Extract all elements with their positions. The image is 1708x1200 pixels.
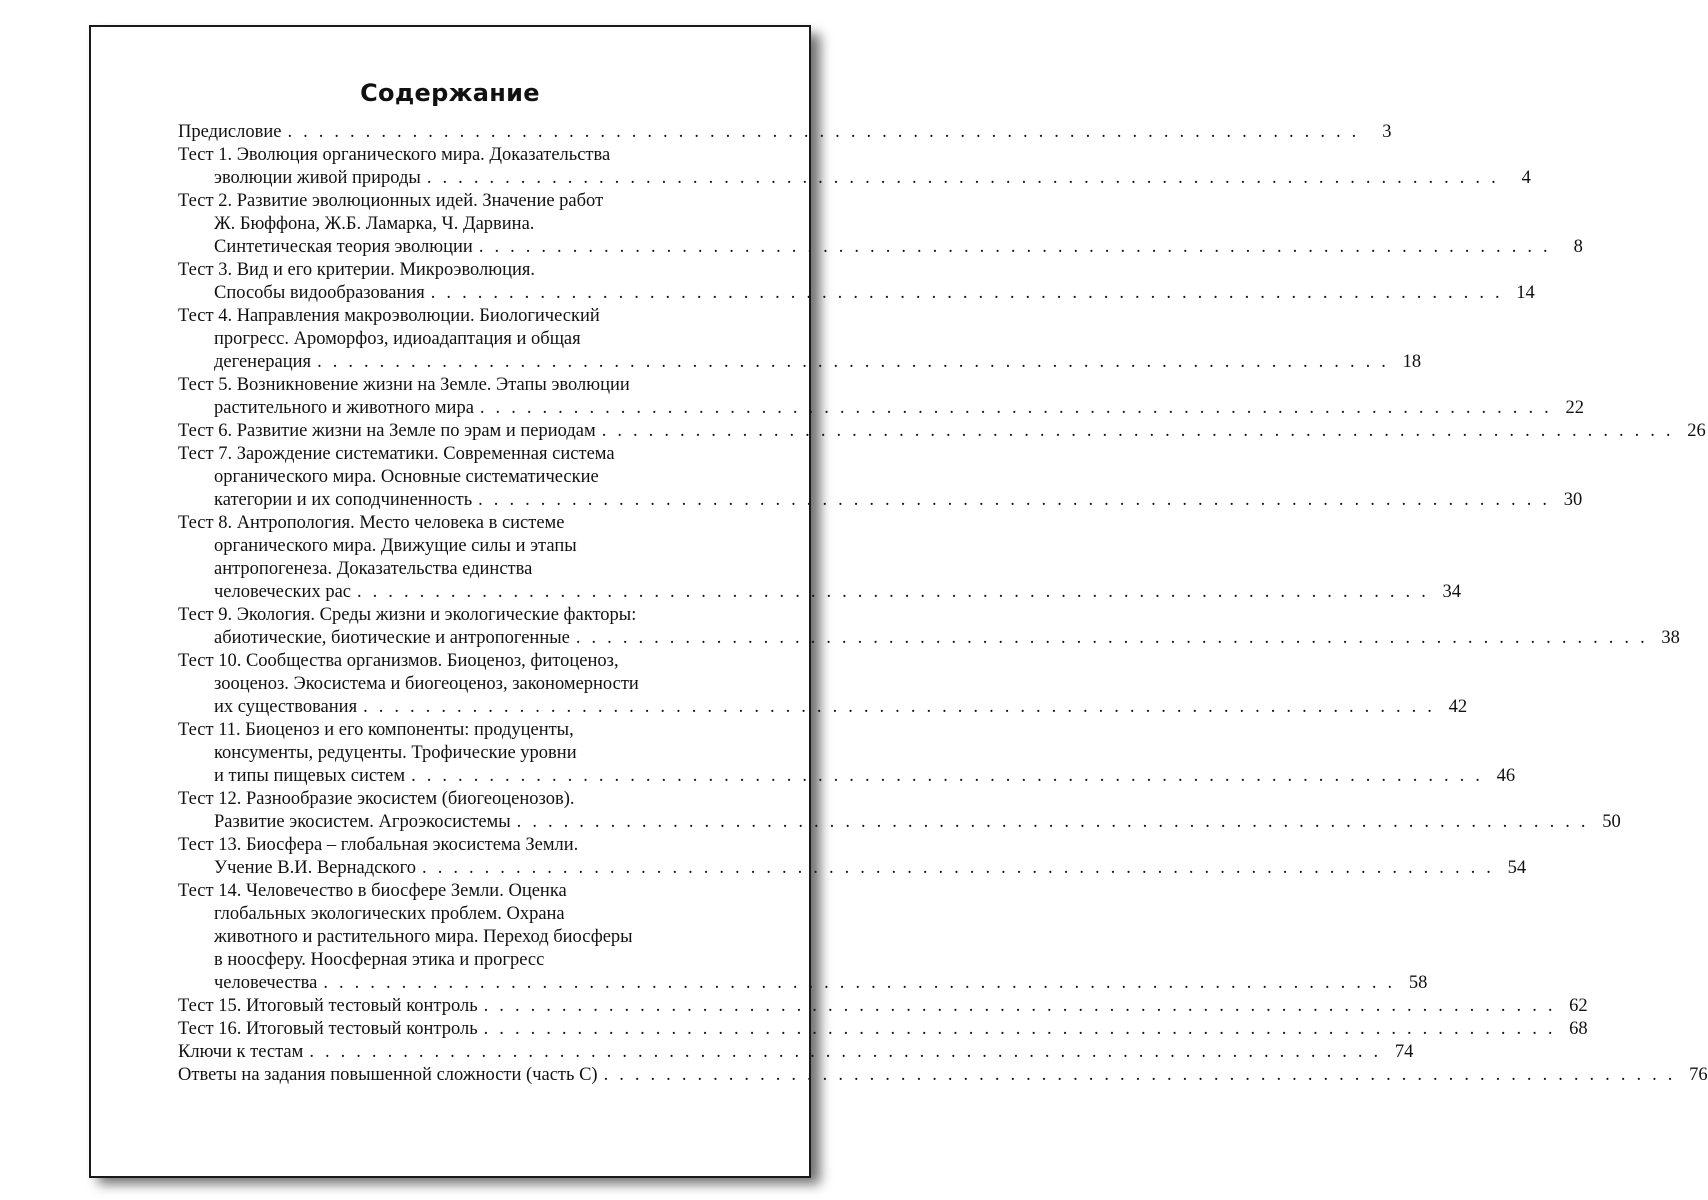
toc-entry[interactable]	[178, 374, 1584, 420]
toc-entry-last-line	[178, 121, 1392, 144]
page-number: 58	[1408, 973, 1428, 993]
page-number: 38	[1661, 628, 1680, 648]
book-page	[89, 25, 1708, 1178]
toc-entry-line: растительного и животного мира	[214, 398, 474, 418]
toc-entry-last-line	[178, 397, 1584, 420]
toc-entry-line: Тест 4. Направления макроэволюции. Биологический	[178, 306, 600, 326]
toc-entry-last-line	[178, 627, 1680, 650]
toc-entry-line: Тест 1. Эволюция органического мира. Доказательства	[178, 145, 611, 165]
page-number: 62	[1569, 996, 1588, 1016]
toc-entry-last-line	[178, 351, 1422, 374]
dot-leader: . . . . . . . . . . . . . . . . . . . . . . . . . . . . . . . . . . . . . . . . . . . . . . . . . . . . . . . . . . . . . . . . . . . . .	[479, 398, 1552, 418]
dot-leader: . . . . . . . . . . . . . . . . . . . . . . . . . . . . . . . . . . . . . . . . . . . . . . . . . . . . . . . . . . . . . . . . . . . . .	[478, 490, 1551, 510]
toc-entry-line: человечества	[214, 973, 318, 993]
page-number: 68	[1569, 1019, 1588, 1039]
toc-entry-line: животного и растительного мира. Переход биосферы	[214, 927, 633, 947]
page-number: 50	[1602, 812, 1621, 832]
toc-entry-last-line	[178, 857, 1527, 880]
toc-entry-line: прогресс. Ароморфоз, идиоадаптация и общая	[214, 329, 581, 349]
toc-entry-line: Развитие экосистем. Агроэкосистемы	[214, 812, 511, 832]
toc-entry-line: Учение В.И. Вернадского	[214, 858, 417, 878]
toc-entry-line: Тест 3. Вид и его критерии. Микроэволюция.	[178, 260, 536, 280]
toc-entry-line: Ответы на задания повышенной сложности (часть С)	[178, 1065, 598, 1085]
toc-entry-line: Ж. Бюффона, Ж.Б. Ламарка, Ч. Дарвина.	[214, 214, 535, 234]
dot-leader: . . . . . . . . . . . . . . . . . . . . . . . . . . . . . . . . . . . . . . . . . . . . . . . . . . . . . . . . . . . . . . . . . . . . .	[601, 421, 1674, 441]
toc-entry-line: Тест 11. Биоценоз и его компоненты: продуценты,	[178, 720, 574, 740]
toc-entry-line: Тест 8. Антропология. Место человека в системе	[178, 513, 565, 533]
toc-entry-line: в ноосферу. Ноосферная этика и прогресс	[214, 950, 545, 970]
toc-entry-last-line	[178, 696, 1468, 719]
toc-entry-line: Тест 5. Возникновение жизни на Земле. Этапы эволюции	[178, 375, 630, 395]
dot-leader: . . . . . . . . . . . . . . . . . . . . . . . . . . . . . . . . . . . . . . . . . . . . . . . . . . . . . . . . . . . . . . . . . . . . .	[430, 283, 1503, 303]
dot-leader: . . . . . . . . . . . . . . . . . . . . . . . . . . . . . . . . . . . . . . . . . . . . . . . . . . . . . . . . . . . . . . . . . . . . .	[426, 168, 1499, 188]
toc-entry[interactable]	[178, 420, 1706, 443]
toc-entry-line: Тест 12. Разнообразие экосистем (биогеоценозов).	[178, 789, 575, 809]
toc-entry[interactable]	[178, 259, 1535, 305]
dot-leader: . . . . . . . . . . . . . . . . . . . . . . . . . . . . . . . . . . . . . . . . . . . . . . . . . . . . . . . . . . . . . . . . . . . . .	[422, 858, 1495, 878]
page-number: 30	[1563, 490, 1583, 510]
toc-entry-last-line	[178, 1018, 1588, 1041]
page-number: 26	[1687, 421, 1706, 441]
toc-entry-line: абиотические, биотические и антропогенные	[214, 628, 570, 648]
toc-entry-last-line	[178, 420, 1706, 443]
toc-entry-last-line	[178, 236, 1583, 259]
toc-entry[interactable]	[178, 443, 1583, 512]
dot-leader: . . . . . . . . . . . . . . . . . . . . . . . . . . . . . . . . . . . . . . . . . . . . . . . . . . . . . . . . . . . . . . . . . . . . .	[483, 996, 1556, 1016]
toc-entry-last-line	[178, 489, 1583, 512]
toc-entry-last-line	[178, 1064, 1708, 1087]
toc-entry-last-line	[178, 972, 1428, 995]
dot-leader: . . . . . . . . . . . . . . . . . . . . . . . . . . . . . . . . . . . . . . . . . . . . . . . . . . . . . . . . . . . . . . . . . . . . .	[411, 766, 1484, 786]
toc-entry-line: Тест 6. Развитие жизни на Земле по эрам и периодам	[178, 421, 596, 441]
toc-entry-line: категории и их соподчиненность	[214, 490, 473, 510]
dot-leader: . . . . . . . . . . . . . . . . . . . . . . . . . . . . . . . . . . . . . . . . . . . . . . . . . . . . . . . . . . . . . . . . . . . . .	[323, 973, 1396, 993]
dot-leader: . . . . . . . . . . . . . . . . . . . . . . . . . . . . . . . . . . . . . . . . . . . . . . . . . . . . . . . . . . . . . . . . . . . . .	[357, 582, 1430, 602]
toc-entry-line: органического мира. Основные систематические	[214, 467, 599, 487]
toc-entry-line: их существования	[214, 697, 358, 717]
toc-entry-last-line	[178, 811, 1621, 834]
toc-entry-line: Тест 16. Итоговый тестовый контроль	[178, 1019, 478, 1039]
toc-entry-line: глобальных экологических проблем. Охрана	[214, 904, 565, 924]
toc-entry-line: Тест 9. Экология. Среды жизни и экологические факторы:	[178, 605, 637, 625]
toc-entry-line: Тест 2. Развитие эволюционных идей. Значение работ	[178, 191, 604, 211]
toc-entry[interactable]	[178, 995, 1588, 1018]
toc-entry[interactable]	[178, 650, 1468, 719]
toc-entry-line: Синтетическая теория эволюции	[214, 237, 473, 257]
toc-entry-line: Ключи к тестам	[178, 1042, 304, 1062]
dot-leader: . . . . . . . . . . . . . . . . . . . . . . . . . . . . . . . . . . . . . . . . . . . . . . . . . . . . . . . . . . . . . . . . . . . . .	[363, 697, 1436, 717]
toc-entry-line: Тест 13. Биосфера – глобальная экосистема Земли.	[178, 835, 579, 855]
toc-entry-last-line	[178, 581, 1462, 604]
toc-entry[interactable]	[178, 144, 1531, 190]
dot-leader: . . . . . . . . . . . . . . . . . . . . . . . . . . . . . . . . . . . . . . . . . . . . . . . . . . . . . . . . . . . . . . . . . . . . .	[478, 237, 1551, 257]
toc-entry-line: Предисловие	[178, 122, 282, 142]
toc-entry[interactable]	[178, 1018, 1588, 1041]
toc-entry[interactable]	[178, 512, 1462, 604]
toc-entry[interactable]	[178, 604, 1680, 650]
toc-entry-last-line	[178, 167, 1531, 190]
page-number: 22	[1565, 398, 1584, 418]
toc-entry-line: органического мира. Движущие силы и этапы	[214, 536, 577, 556]
toc-entry-last-line	[178, 282, 1535, 305]
toc-entry[interactable]	[178, 190, 1583, 259]
page-number: 34	[1442, 582, 1462, 602]
toc-entry-line: Тест 10. Сообщества организмов. Биоценоз, фитоценоз,	[178, 651, 619, 671]
table-of-contents	[178, 121, 1708, 1087]
page-number: 8	[1573, 237, 1583, 257]
toc-entry-last-line	[178, 995, 1588, 1018]
toc-entry[interactable]	[178, 305, 1422, 374]
toc-entry[interactable]	[178, 719, 1516, 788]
toc-entry-line: Способы видообразования	[214, 283, 425, 303]
toc-entry[interactable]	[178, 1041, 1414, 1064]
toc-entry-line: эволюции живой природы	[214, 168, 421, 188]
toc-entry[interactable]	[178, 121, 1392, 144]
toc-entry-line: Тест 7. Зарождение систематики. Современная система	[178, 444, 615, 464]
toc-entry[interactable]	[178, 1064, 1708, 1087]
toc-entry-line: и типы пищевых систем	[214, 766, 406, 786]
dot-leader: . . . . . . . . . . . . . . . . . . . . . . . . . . . . . . . . . . . . . . . . . . . . . . . . . . . . . . . . . . . . . . . . . . . . .	[287, 122, 1360, 142]
toc-entry-last-line	[178, 1041, 1414, 1064]
dot-leader: . . . . . . . . . . . . . . . . . . . . . . . . . . . . . . . . . . . . . . . . . . . . . . . . . . . . . . . . . . . . . . . . . . . . .	[483, 1019, 1556, 1039]
page-number: 76	[1689, 1065, 1708, 1085]
page-number: 42	[1448, 697, 1468, 717]
dot-leader: . . . . . . . . . . . . . . . . . . . . . . . . . . . . . . . . . . . . . . . . . . . . . . . . . . . . . . . . . . . . . . . . . . . . .	[317, 352, 1390, 372]
dot-leader: . . . . . . . . . . . . . . . . . . . . . . . . . . . . . . . . . . . . . . . . . . . . . . . . . . . . . . . . . . . . . . . . . . . . .	[309, 1042, 1382, 1062]
dot-leader: . . . . . . . . . . . . . . . . . . . . . . . . . . . . . . . . . . . . . . . . . . . . . . . . . . . . . . . . . . . . . . . . . . . . .	[603, 1065, 1676, 1085]
toc-entry-line: человеческих рас	[214, 582, 351, 602]
dot-leader: . . . . . . . . . . . . . . . . . . . . . . . . . . . . . . . . . . . . . . . . . . . . . . . . . . . . . . . . . . . . . . . . . . . . .	[516, 812, 1589, 832]
toc-entry-line: антропогенеза. Доказательства единства	[214, 559, 533, 579]
page-number: 3	[1382, 122, 1392, 142]
page-number: 74	[1394, 1042, 1414, 1062]
toc-entry[interactable]	[178, 880, 1428, 995]
toc-entry-line: дегенерация	[214, 352, 312, 372]
page-number: 54	[1507, 858, 1527, 878]
page-title: Содержание	[360, 79, 540, 107]
toc-entry-line: зооценоз. Экосистема и биогеоценоз, закономерности	[214, 674, 639, 694]
toc-entry-line: консументы, редуценты. Трофические уровни	[214, 743, 577, 763]
toc-entry-last-line	[178, 765, 1516, 788]
page-number: 14	[1516, 283, 1535, 303]
toc-entry[interactable]	[178, 788, 1621, 834]
dot-leader: . . . . . . . . . . . . . . . . . . . . . . . . . . . . . . . . . . . . . . . . . . . . . . . . . . . . . . . . . . . . . . . . . . . . .	[575, 628, 1648, 648]
page-number: 4	[1521, 168, 1531, 188]
toc-entry-line: Тест 14. Человечество в биосфере Земли. Оценка	[178, 881, 567, 901]
toc-entry-line: Тест 15. Итоговый тестовый контроль	[178, 996, 478, 1016]
page-number: 46	[1496, 766, 1516, 786]
toc-entry[interactable]	[178, 834, 1527, 880]
page-number: 18	[1402, 352, 1422, 372]
